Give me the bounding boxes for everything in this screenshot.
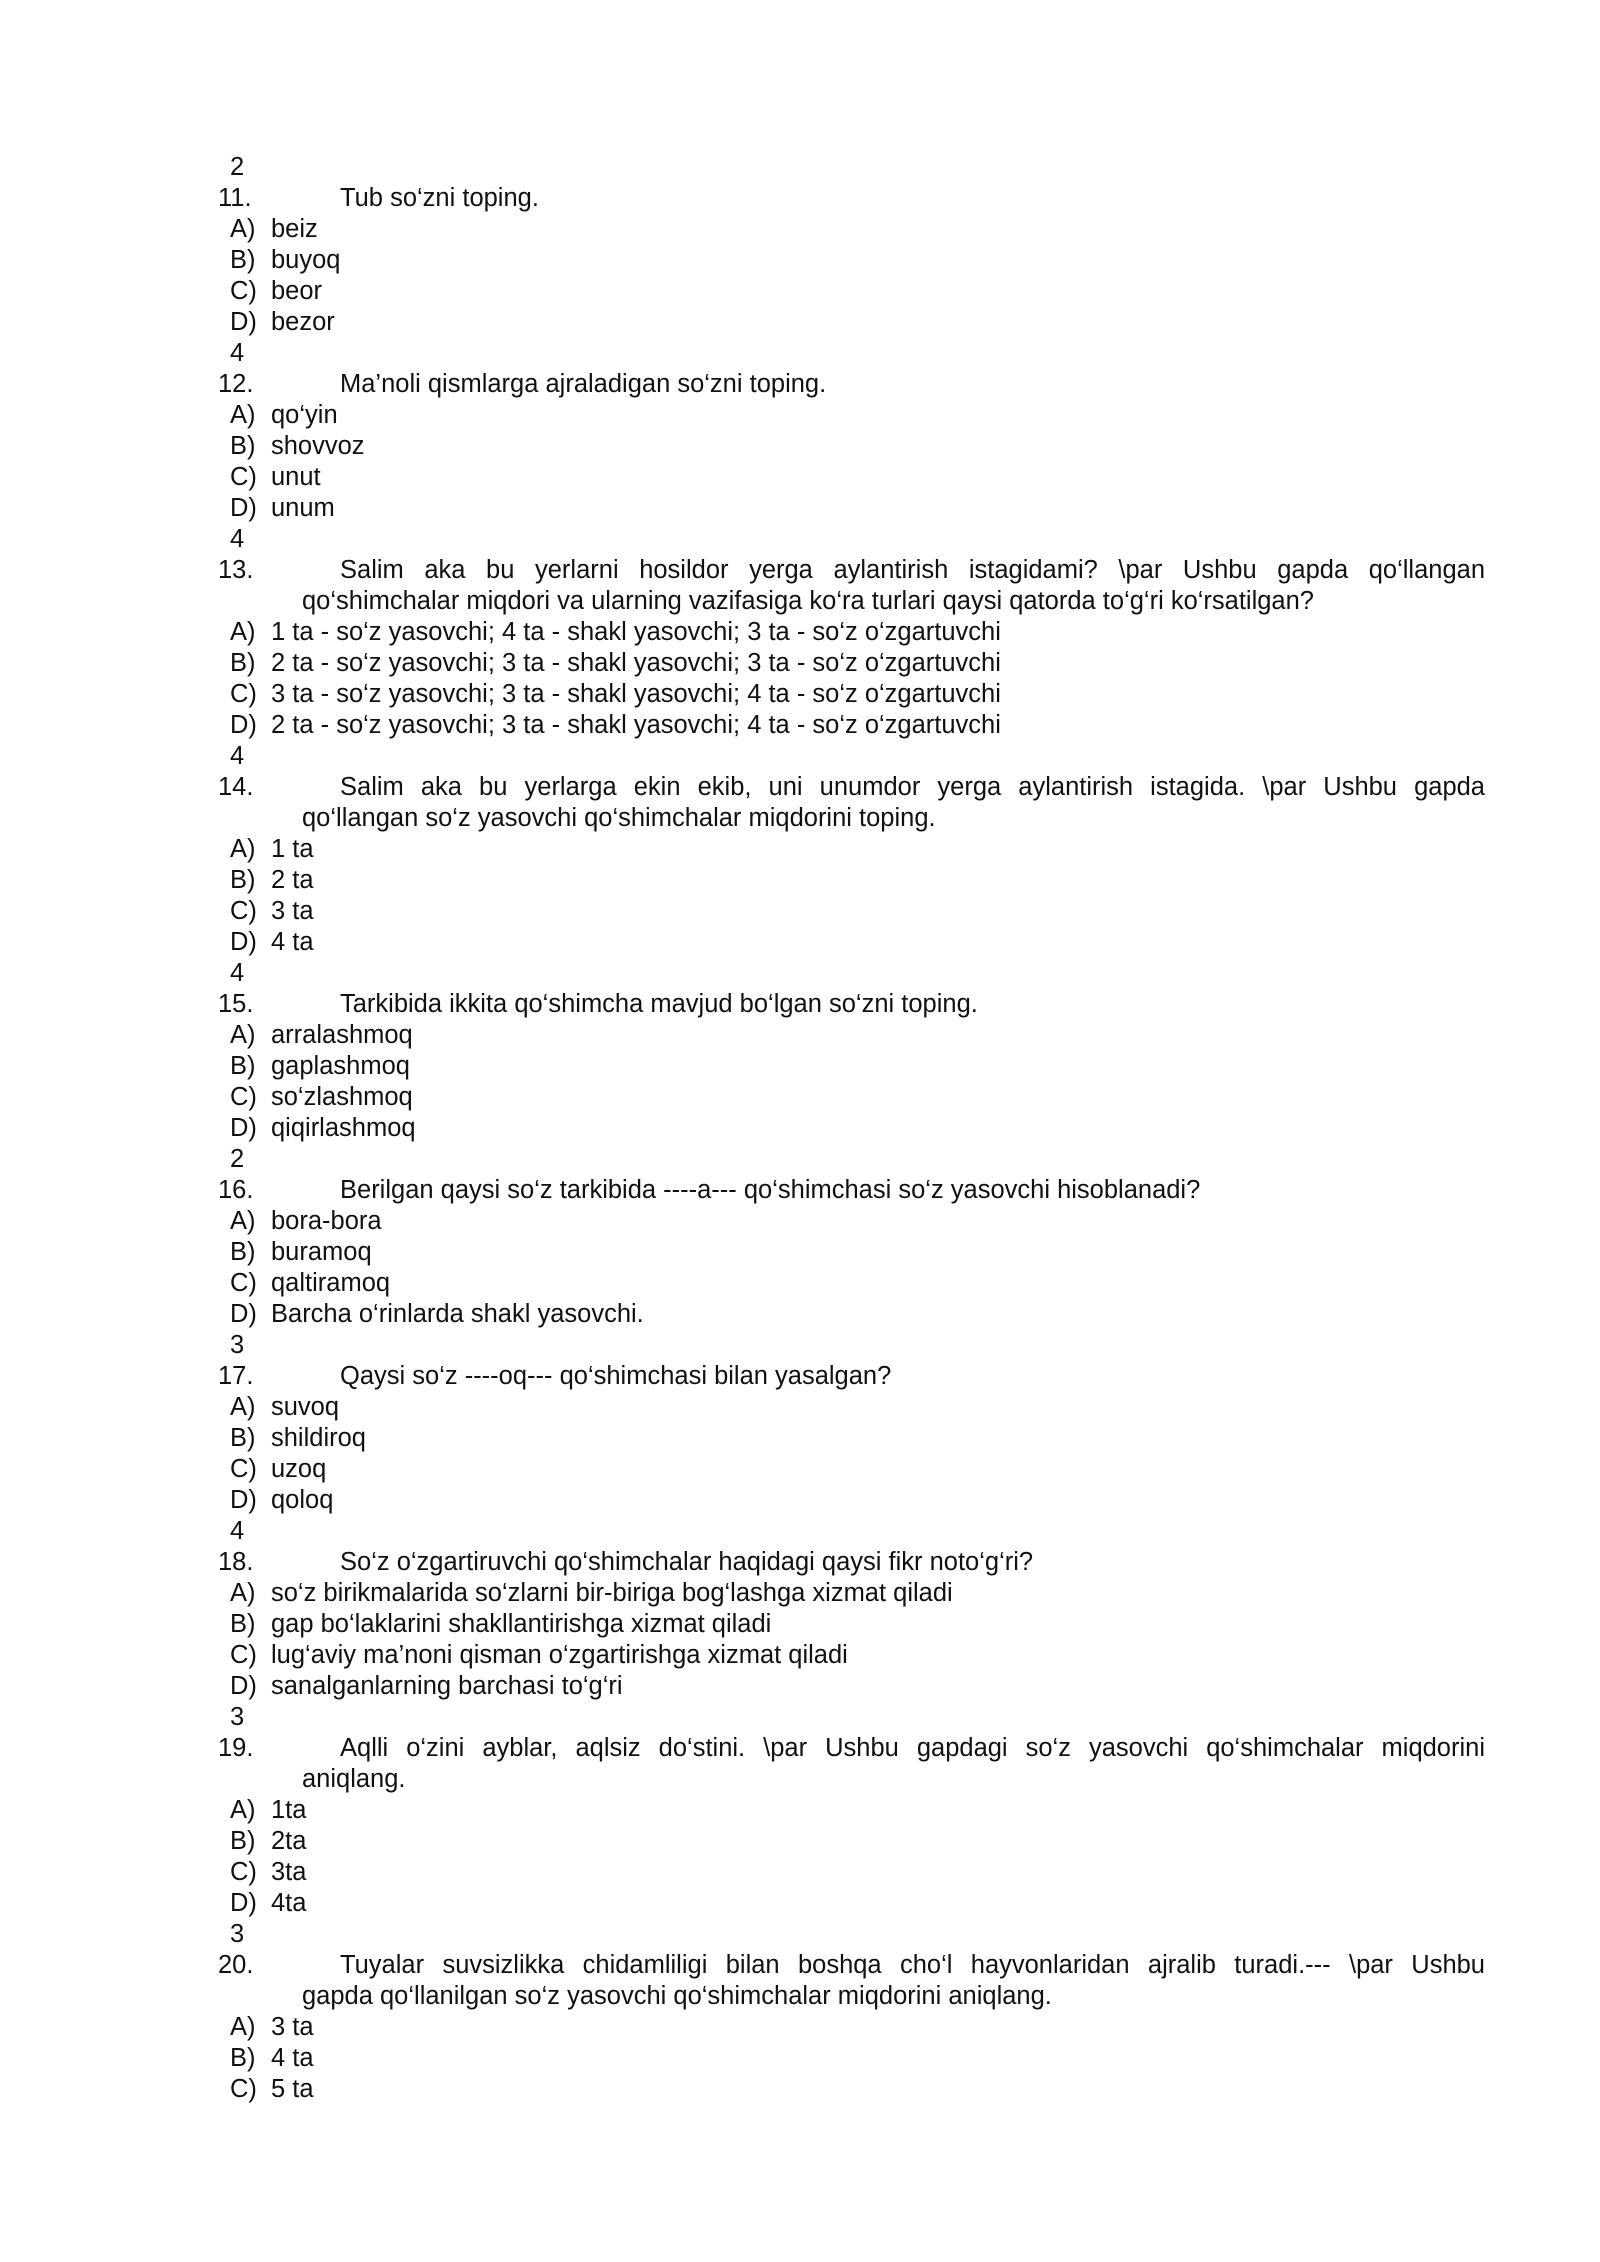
question-text: Tarkibida ikkita qo‘shimcha mavjud bo‘lgan so‘zni toping.: [340, 990, 978, 1018]
answer-option: [0, 1423, 1600, 1454]
option-letter: D): [230, 711, 257, 739]
option-letter: B): [230, 866, 256, 894]
question-line: [0, 369, 1600, 400]
option-text: beiz: [271, 215, 318, 243]
option-text: buramoq: [271, 1238, 372, 1266]
answer-option: [0, 276, 1600, 307]
question-text: Salim aka bu yerlarga ekin ekib, uni unumdor yerga aylantirish istagida. \par Ushbu gapda: [340, 773, 1485, 801]
option-text: lug‘aviy ma’noni qisman o‘zgartirishga xizmat qiladi: [271, 1641, 848, 1669]
answer-option: [0, 1578, 1600, 1609]
answer-key-number: 4: [230, 1517, 245, 1545]
option-text: 4ta: [271, 1889, 307, 1917]
option-letter: C): [230, 1641, 257, 1669]
question-block: [0, 338, 1600, 524]
question-number: 13.: [218, 556, 254, 584]
question-text: Aqlli o‘zini ayblar, aqlsiz do‘stini. \par Ushbu gapdagi so‘z yasovchi qo‘shimchalar miqdorini: [340, 1734, 1485, 1762]
question-line: [0, 1361, 1600, 1392]
option-letter: C): [230, 463, 257, 491]
option-letter: C): [230, 1269, 257, 1297]
option-text: shovvoz: [271, 432, 365, 460]
answer-option: [0, 1113, 1600, 1144]
option-letter: D): [230, 494, 257, 522]
answer-option: [0, 1051, 1600, 1082]
option-letter: D): [230, 1114, 257, 1142]
question-number: 20.: [218, 1951, 254, 1979]
answer-option: [0, 462, 1600, 493]
answer-option: [0, 1888, 1600, 1919]
option-text: 5 ta: [271, 2075, 314, 2103]
answer-key-number: 4: [230, 959, 245, 987]
option-text: 1ta: [271, 1796, 307, 1824]
option-text: 3ta: [271, 1858, 307, 1886]
question-text-continued: qo‘llangan so‘z yasovchi qo‘shimchalar miqdorini toping.: [302, 804, 936, 832]
answer-option: [0, 1082, 1600, 1113]
option-letter: B): [230, 1827, 256, 1855]
answer-option: [0, 400, 1600, 431]
question-text: Qaysi so‘z ----oq--- qo‘shimchasi bilan yasalgan?: [340, 1362, 892, 1390]
answer-key-number: 2: [230, 153, 245, 181]
option-text: sanalganlarning barchasi to‘g‘ri: [271, 1672, 623, 1700]
question-block: [0, 152, 1600, 338]
option-text: qiqirlashmoq: [271, 1114, 416, 1142]
option-text: suvoq: [271, 1393, 340, 1421]
answer-option: [0, 865, 1600, 896]
option-text: 2 ta - so‘z yasovchi; 3 ta - shakl yasovchi; 4 ta - so‘z o‘zgartuvchi: [271, 711, 1001, 739]
question-block: [0, 958, 1600, 1144]
option-letter: C): [230, 1858, 257, 1886]
question-number: 14.: [218, 773, 254, 801]
option-letter: B): [230, 246, 256, 274]
option-letter: A): [230, 2013, 256, 2041]
option-text: arralashmoq: [271, 1021, 413, 1049]
option-letter: B): [230, 1610, 256, 1638]
answer-option: [0, 679, 1600, 710]
question-text-continued: qo‘shimchalar miqdori va ularning vazifasiga ko‘ra turlari qaysi qatorda to‘g‘ri ko‘rsatilgan?: [302, 587, 1314, 615]
answer-option: [0, 1206, 1600, 1237]
option-letter: B): [230, 1052, 256, 1080]
option-letter: C): [230, 277, 257, 305]
question-number: 18.: [218, 1548, 254, 1576]
option-letter: A): [230, 1796, 256, 1824]
option-letter: C): [230, 1083, 257, 1111]
answer-option: [0, 1795, 1600, 1826]
option-letter: C): [230, 2075, 257, 2103]
option-text: unut: [271, 463, 321, 491]
option-text: 2 ta - so‘z yasovchi; 3 ta - shakl yasovchi; 3 ta - so‘z o‘zgartuvchi: [271, 649, 1001, 677]
option-letter: D): [230, 928, 257, 956]
answer-option: [0, 1268, 1600, 1299]
option-text: gap bo‘laklarini shakllantirishga xizmat qiladi: [271, 1610, 772, 1638]
option-letter: D): [230, 1486, 257, 1514]
question-block: [0, 524, 1600, 741]
option-letter: D): [230, 1672, 257, 1700]
answer-key-number: 2: [230, 1145, 245, 1173]
option-letter: B): [230, 432, 256, 460]
question-number: 15.: [218, 990, 254, 1018]
option-letter: C): [230, 1455, 257, 1483]
question-line: [0, 1950, 1600, 2012]
question-line: [0, 555, 1600, 617]
option-text: shildiroq: [271, 1424, 366, 1452]
option-text: so‘z birikmalarida so‘zlarni bir-biriga bog‘lashga xizmat qiladi: [271, 1579, 953, 1607]
answer-option: [0, 710, 1600, 741]
option-letter: A): [230, 1021, 256, 1049]
answer-option: [0, 1020, 1600, 1051]
answer-option: [0, 1392, 1600, 1423]
answer-key-number: 3: [230, 1920, 245, 1948]
answer-option: [0, 1299, 1600, 1330]
question-text: Salim aka bu yerlarni hosildor yerga aylantirish istagidami? \par Ushbu gapda qo‘llangan: [340, 556, 1485, 584]
option-text: 2ta: [271, 1827, 307, 1855]
question-block: [0, 1516, 1600, 1702]
option-text: 4 ta: [271, 2044, 314, 2072]
test-document: [0, 152, 1600, 2105]
option-text: 1 ta: [271, 835, 314, 863]
answer-option: [0, 896, 1600, 927]
question-number: 16.: [218, 1176, 254, 1204]
question-block: [0, 741, 1600, 958]
option-text: 2 ta: [271, 866, 314, 894]
answer-option: [0, 1485, 1600, 1516]
answer-key-number: 4: [230, 339, 245, 367]
option-letter: A): [230, 618, 256, 646]
answer-key-number: 4: [230, 742, 245, 770]
answer-option: [0, 2074, 1600, 2105]
option-text: beor: [271, 277, 323, 305]
option-letter: A): [230, 1393, 256, 1421]
option-text: 1 ta - so‘z yasovchi; 4 ta - shakl yasovchi; 3 ta - so‘z o‘zgartuvchi: [271, 618, 1001, 646]
answer-option: [0, 1237, 1600, 1268]
option-letter: A): [230, 1579, 256, 1607]
option-text: Barcha o‘rinlarda shakl yasovchi.: [271, 1300, 644, 1328]
option-letter: A): [230, 215, 256, 243]
question-number: 19.: [218, 1734, 254, 1762]
question-number: 12.: [218, 370, 254, 398]
answer-option: [0, 834, 1600, 865]
question-line: [0, 1175, 1600, 1206]
question-text: Ma’noli qismlarga ajraladigan so‘zni toping.: [340, 370, 827, 398]
option-letter: B): [230, 649, 256, 677]
option-text: unum: [271, 494, 335, 522]
question-text-continued: aniqlang.: [302, 1765, 406, 1793]
question-block: [0, 1144, 1600, 1330]
option-letter: B): [230, 1238, 256, 1266]
answer-option: [0, 648, 1600, 679]
answer-key-number: 4: [230, 525, 245, 553]
option-letter: D): [230, 308, 257, 336]
option-text: qoloq: [271, 1486, 334, 1514]
option-text: bezor: [271, 308, 335, 336]
option-letter: D): [230, 1889, 257, 1917]
option-letter: A): [230, 835, 256, 863]
answer-option: [0, 1609, 1600, 1640]
answer-option: [0, 2012, 1600, 2043]
question-block: [0, 1330, 1600, 1516]
answer-option: [0, 1857, 1600, 1888]
option-text: buyoq: [271, 246, 341, 274]
option-letter: B): [230, 1424, 256, 1452]
question-line: [0, 772, 1600, 834]
option-text: qo‘yin: [271, 401, 338, 429]
question-text: Berilgan qaysi so‘z tarkibida ----a--- qo‘shimchasi so‘z yasovchi hisoblanadi?: [340, 1176, 1201, 1204]
option-text: 3 ta: [271, 897, 314, 925]
answer-option: [0, 214, 1600, 245]
question-line: [0, 1733, 1600, 1795]
answer-key-number: 3: [230, 1331, 245, 1359]
option-text: uzoq: [271, 1455, 327, 1483]
option-text: so‘zlashmoq: [271, 1083, 413, 1111]
answer-option: [0, 617, 1600, 648]
question-line: [0, 989, 1600, 1020]
option-letter: B): [230, 2044, 256, 2072]
option-letter: A): [230, 1207, 256, 1235]
answer-option: [0, 1826, 1600, 1857]
answer-option: [0, 1671, 1600, 1702]
option-letter: A): [230, 401, 256, 429]
option-text: 3 ta - so‘z yasovchi; 3 ta - shakl yasovchi; 4 ta - so‘z o‘zgartuvchi: [271, 680, 1001, 708]
question-number: 11.: [218, 184, 252, 212]
answer-option: [0, 1454, 1600, 1485]
question-text-continued: gapda qo‘llanilgan so‘z yasovchi qo‘shimchalar miqdorini aniqlang.: [302, 1982, 1052, 2010]
question-line: [0, 1547, 1600, 1578]
question-block: [0, 1919, 1600, 2105]
option-text: gaplashmoq: [271, 1052, 410, 1080]
answer-option: [0, 1640, 1600, 1671]
option-letter: C): [230, 897, 257, 925]
answer-option: [0, 431, 1600, 462]
option-text: qaltiramoq: [271, 1269, 391, 1297]
question-text: Tub so‘zni toping.: [340, 184, 539, 212]
option-letter: D): [230, 1300, 257, 1328]
answer-option: [0, 493, 1600, 524]
option-text: 3 ta: [271, 2013, 314, 2041]
question-number: 17.: [218, 1362, 254, 1390]
question-block: [0, 1702, 1600, 1919]
question-text: Tuyalar suvsizlikka chidamliligi bilan boshqa cho‘l hayvonlaridan ajralib turadi.--- \par Ushbu: [340, 1951, 1485, 1979]
answer-option: [0, 245, 1600, 276]
answer-option: [0, 307, 1600, 338]
answer-option: [0, 927, 1600, 958]
option-text: bora-bora: [271, 1207, 382, 1235]
option-letter: C): [230, 680, 257, 708]
question-line: [0, 183, 1600, 214]
option-text: 4 ta: [271, 928, 314, 956]
question-text: So‘z o‘zgartiruvchi qo‘shimchalar haqidagi qaysi fikr noto‘g‘ri?: [340, 1548, 1034, 1576]
answer-option: [0, 2043, 1600, 2074]
answer-key-number: 3: [230, 1703, 245, 1731]
